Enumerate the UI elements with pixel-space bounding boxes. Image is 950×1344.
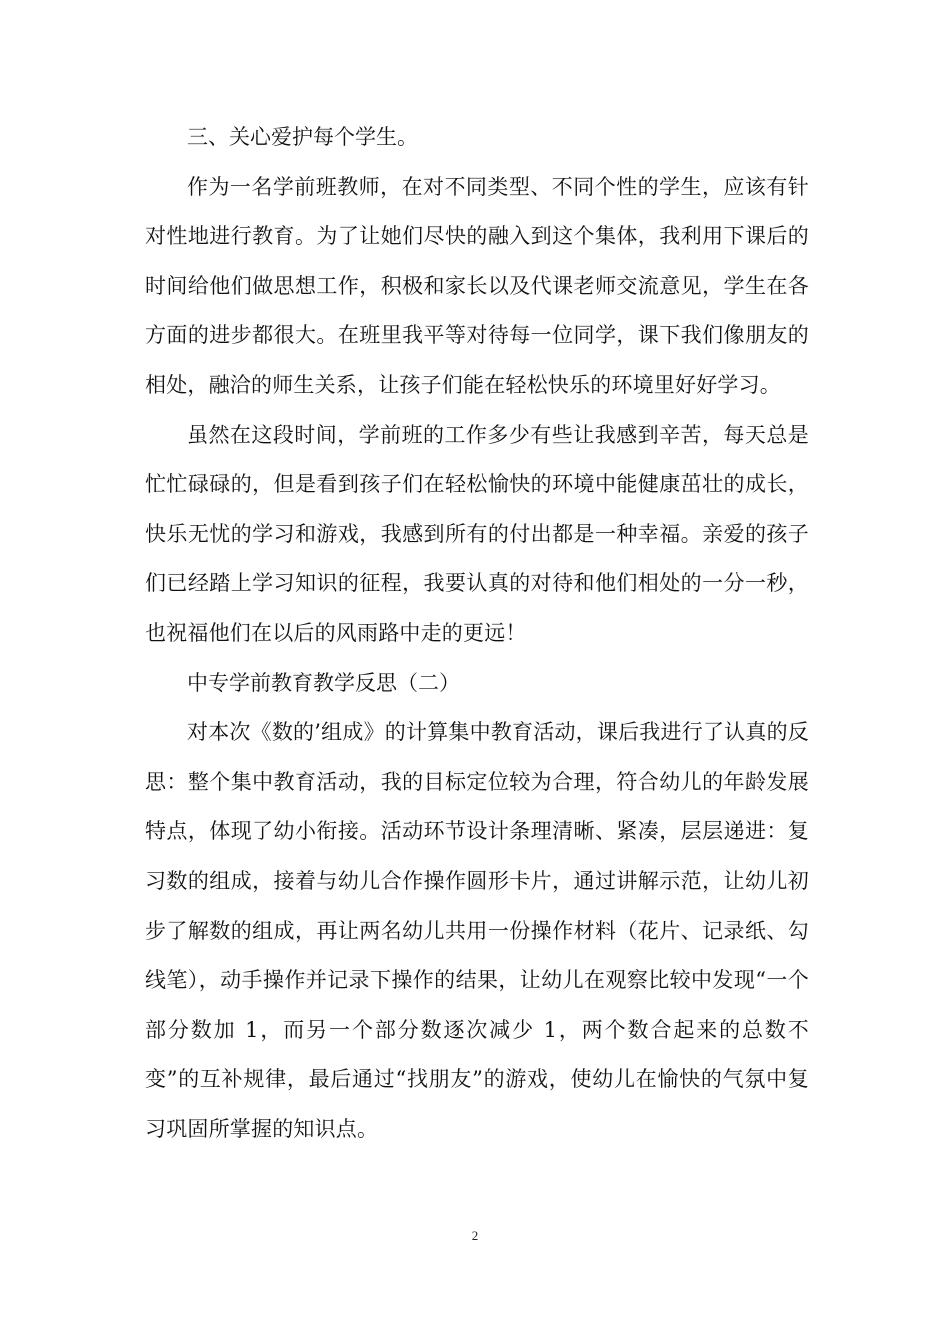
document-body [145,113,809,1154]
section-heading-care: 三、关心爱护每个学生。 [187,125,418,149]
paragraph-reflection-happiness: 虽然在这段时间，学前班的工作多少有些让我感到辛苦，每天总是忙忙碌碌的，但是看到孩子们在轻松愉快的环境中能健康茁壮的成长，快乐无忧的学习和游戏，我感到所有的付出都是一种幸福。亲爱的孩子们已经踏上学习知识的征程，我要认真的对待和他们相处的一分一秒，也祝福他们在以后的风雨路中走的更远！ [145,422,809,645]
paragraph-math-activity-reflection: 对本次《数的’组成》的计算集中教育活动，课后我进行了认真的反思：整个集中教育活动，我的目标定位较为合理，符合幼儿的年龄发展特点，体现了幼小衔接。活动环节设计条理清晰、紧凑，层层递进：复习数的组成，接着与幼儿合作操作圆形卡片，通过讲解示范，让幼儿初步了解数的组成，再让两名幼儿共用一份操作材料（花片、记录纸、勾线笔），动手操作并记录下操作的结果，让幼儿在观察比较中发现“一个部分数加 1，而另一个部分数逐次减少 1，两个数合起来的总数不变”的互补规律，最后通过“找朋友”的游戏，使幼儿在愉快的气氛中复习巩固所掌握的知识点。 [145,720,809,1141]
section-heading-reflection-two: 中专学前教育教学反思（二） [187,670,460,695]
page-number: 2 [471,1228,479,1243]
paragraph-teaching-approach: 作为一名学前班教师，在对不同类型、不同个性的学生，应该有针对性地进行教育。为了让她们尽快的融入到这个集体，我利用下课后的时间给他们做思想工作，积极和家长以及代课老师交流意见，学生在各方面的进步都很大。在班里我平等对待每一位同学，课下我们像朋友的相处，融洽的师生关系，让孩子们能在轻松快乐的环境里好好学习。 [145,174,809,397]
